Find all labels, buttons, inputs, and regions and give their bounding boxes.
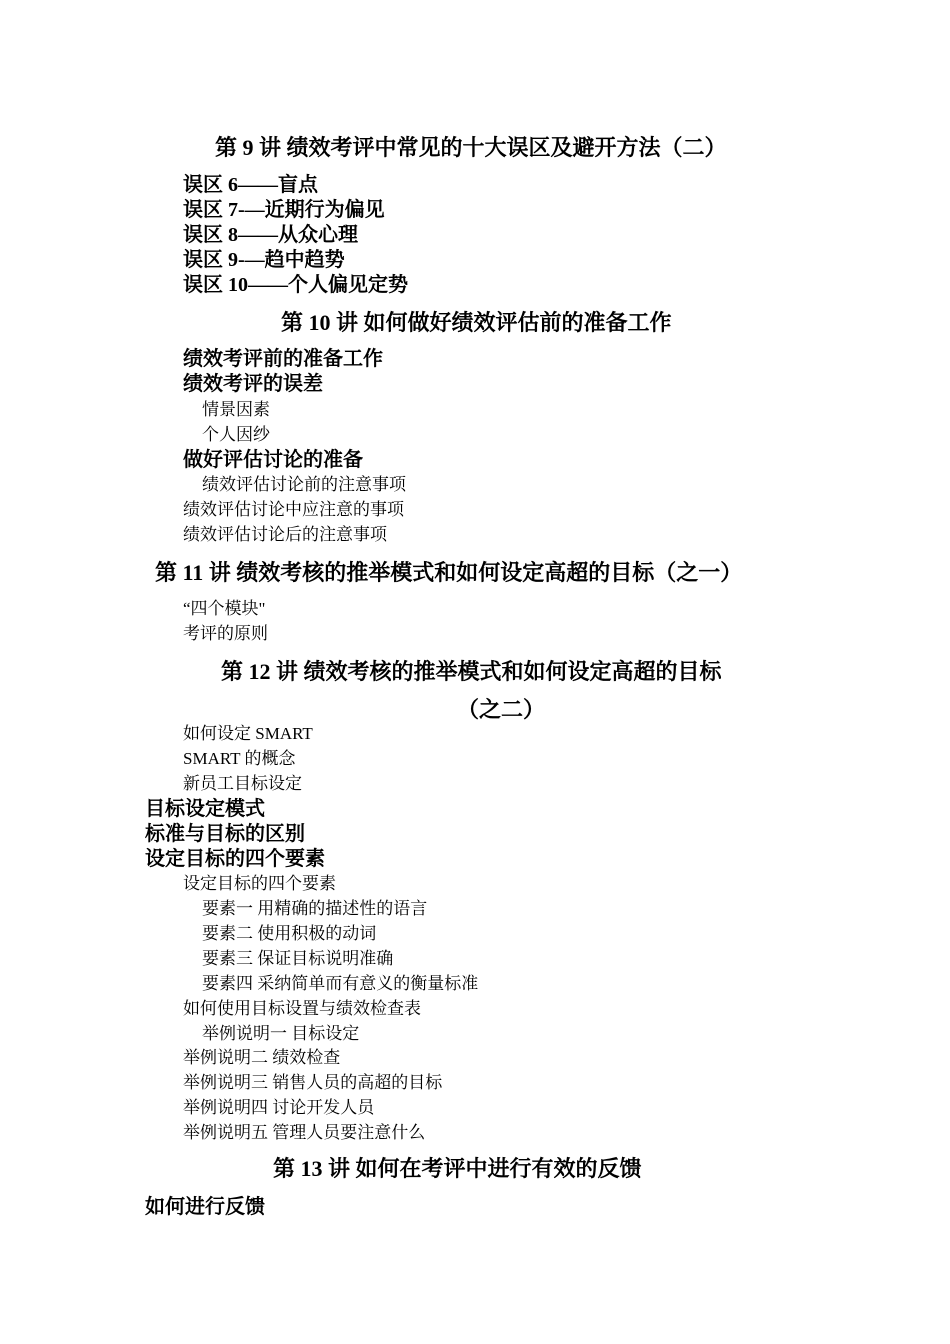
lecture-9-item: 误区 9-—趋中趋势 (183, 249, 345, 271)
lecture-12-item: 举例说明三 销售人员的高超的目标 (183, 1073, 443, 1092)
lecture-10-subitem: 绩效评估讨论中应注意的事项 (183, 500, 404, 519)
lecture-12-subitem: 要素一 用精确的描述性的语言 (202, 899, 428, 918)
lecture-9-item: 误区 10——个人偏见定势 (183, 274, 408, 296)
lecture-13-item: 如何进行反馈 (145, 1196, 265, 1218)
lecture-12-item: 如何使用目标设置与绩效检查表 (183, 999, 421, 1018)
lecture-10-item: 绩效考评的误差 (183, 373, 323, 395)
lecture-12-item: 设定目标的四个要素 (183, 874, 336, 893)
lecture-10-item: 绩效考评前的准备工作 (183, 348, 383, 370)
lecture-10-subitem: 个人因纱 (202, 425, 270, 444)
lecture-9-item: 误区 8——从众心理 (183, 224, 358, 246)
lecture-12-heading-continuation: （之二） (457, 697, 546, 722)
lecture-10-subitem: 情景因素 (202, 400, 270, 419)
lecture-11-heading: 第 11 讲 绩效考核的推举模式和如何设定高超的目标（之一） (155, 560, 743, 585)
lecture-12-subitem: 要素四 采纳简单而有意义的衡量标准 (202, 974, 479, 993)
lecture-12-section: 目标设定模式 (145, 798, 265, 820)
lecture-13-heading: 第 13 讲 如何在考评中进行有效的反馈 (273, 1156, 642, 1181)
lecture-12-item: SMART 的概念 (183, 749, 296, 768)
lecture-12-item: 新员工目标设定 (183, 774, 302, 793)
lecture-12-subitem: 要素三 保证目标说明准确 (202, 949, 394, 968)
lecture-10-item: 做好评估讨论的准备 (183, 449, 363, 471)
lecture-10-subitem: 绩效评估讨论前的注意事项 (202, 475, 406, 494)
lecture-11-item: “四个模块" (183, 599, 266, 618)
lecture-12-subitem: 要素二 使用积极的动词 (202, 924, 377, 943)
lecture-9-item: 误区 6——盲点 (183, 174, 318, 196)
lecture-12-item: 如何设定 SMART (183, 724, 313, 743)
lecture-12-section: 设定目标的四个要素 (145, 848, 325, 870)
lecture-9-item: 误区 7-—近期行为偏见 (183, 199, 385, 221)
lecture-9-heading: 第 9 讲 绩效考评中常见的十大误区及避开方法（二） (215, 135, 727, 160)
lecture-10-subitem: 绩效评估讨论后的注意事项 (183, 525, 387, 544)
lecture-11-item: 考评的原则 (183, 624, 268, 643)
lecture-12-item: 举例说明四 讨论开发人员 (183, 1098, 375, 1117)
lecture-12-section: 标准与目标的区别 (145, 823, 305, 845)
lecture-12-item: 举例说明五 管理人员要注意什么 (183, 1123, 426, 1142)
lecture-10-heading: 第 10 讲 如何做好绩效评估前的准备工作 (281, 310, 672, 335)
lecture-12-item: 举例说明二 绩效检查 (183, 1048, 341, 1067)
lecture-12-heading: 第 12 讲 绩效考核的推举模式和如何设定高超的目标 (221, 659, 722, 684)
lecture-12-subitem: 举例说明一 目标设定 (202, 1024, 360, 1043)
